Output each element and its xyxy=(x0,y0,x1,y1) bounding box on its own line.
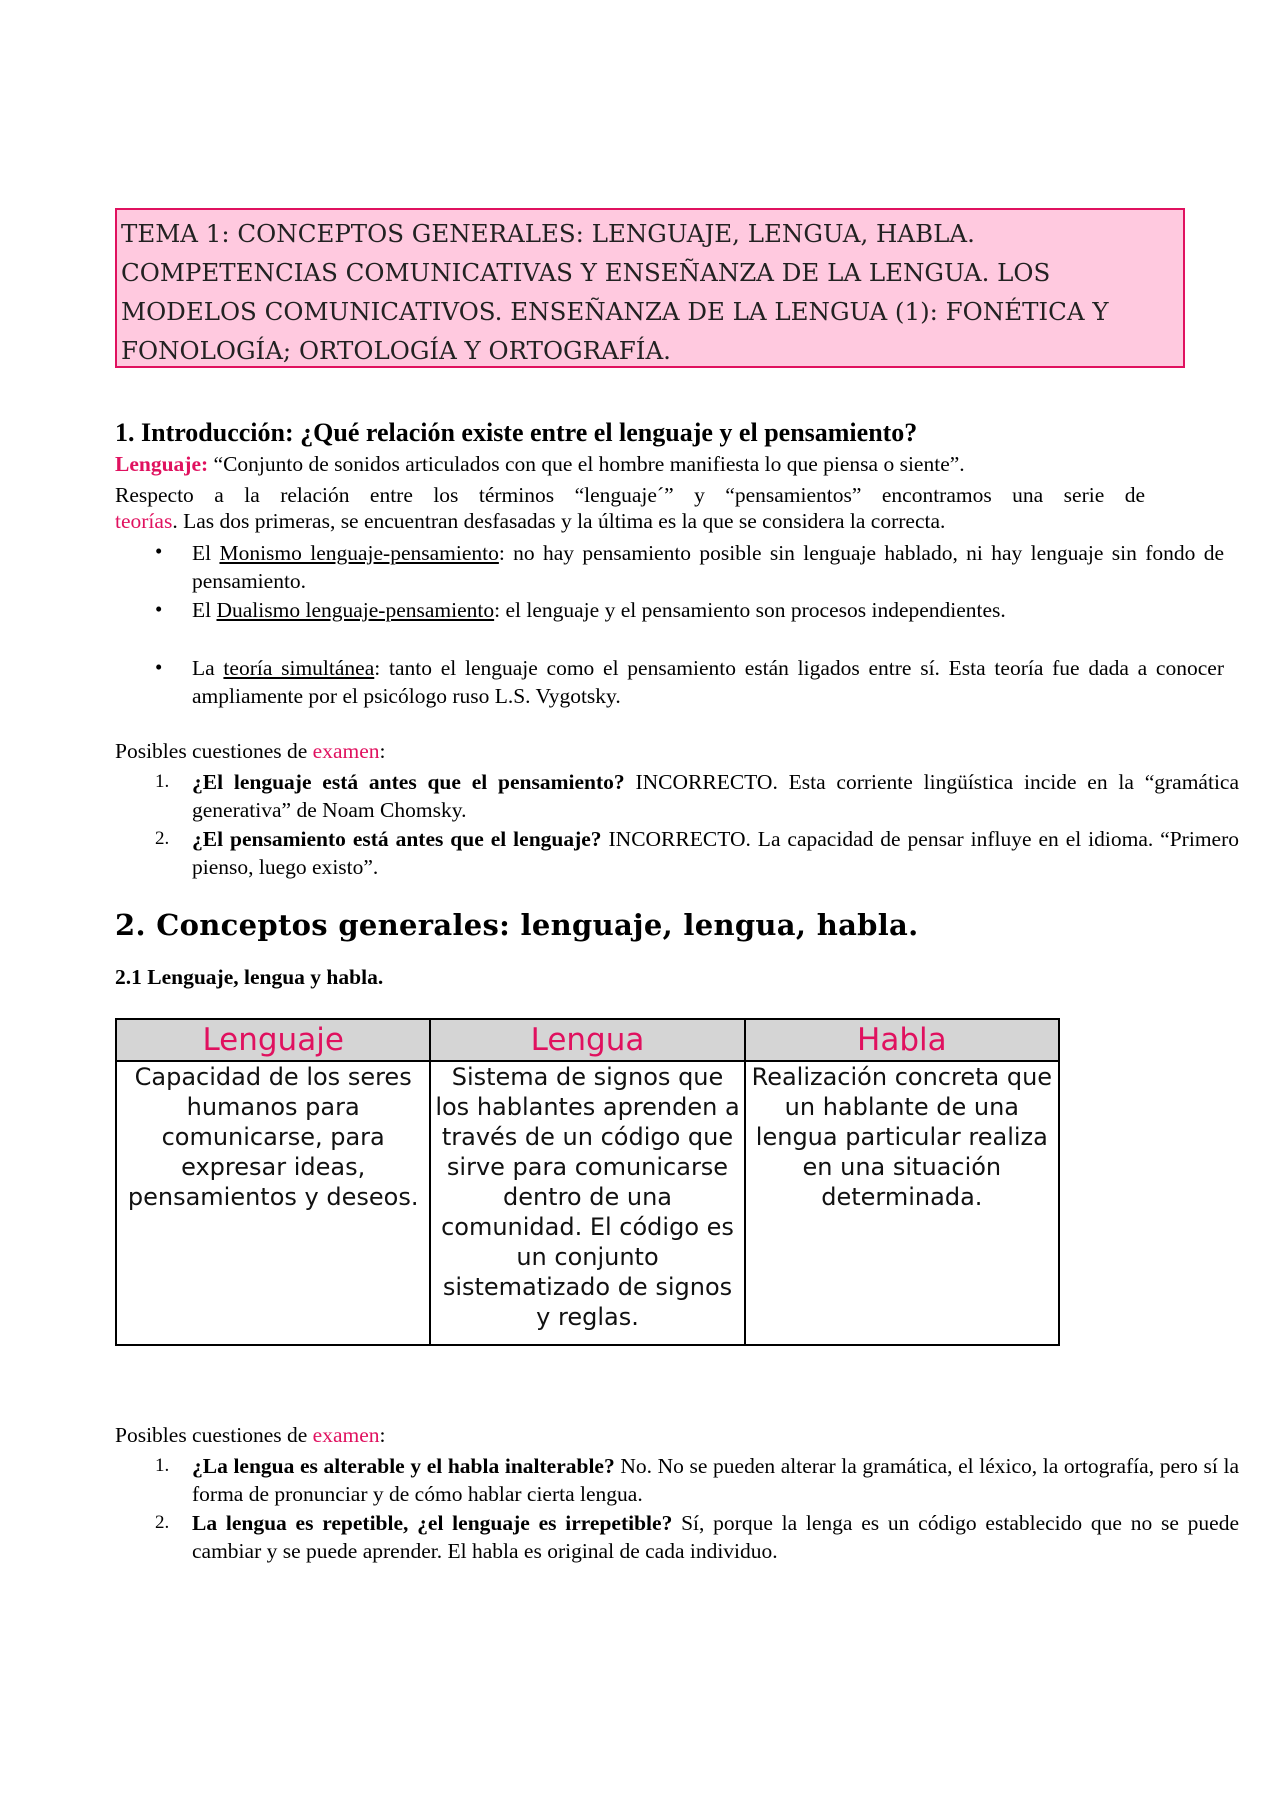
theory-text: : no hay pensamiento posible sin lenguaje hablado, ni hay lenguaje sin fondo de pensamiento. xyxy=(192,541,1224,593)
question-text: ¿El pensamiento está antes que el lenguaje? xyxy=(192,827,602,851)
exam-question-3 xyxy=(192,1452,1239,1508)
definition-text: “Conjunto de sonidos articulados con que el hombre manifiesta lo que piensa o siente”. xyxy=(208,452,965,476)
exam-questions-label xyxy=(115,739,1145,764)
exam-word: examen xyxy=(312,739,380,763)
cell-lengua: Sistema de signos que los hablantes aprenden a través de un código que sirve para comunicarse dentro de una comunidad. El código es un conjunto sistematizado de signos y reglas. xyxy=(430,1061,744,1345)
theory-item-simultanea xyxy=(192,654,1224,710)
theory-text: : el lenguaje y el pensamiento son procesos independientes. xyxy=(494,598,1006,622)
theories-rest: . Las dos primeras, se encuentran desfasadas y la última es la que se considera la correcta. xyxy=(172,509,946,533)
question-number: 2. xyxy=(155,1512,170,1533)
theories-word: teorías xyxy=(115,509,173,533)
theory-name: Dualismo lenguaje-pensamiento xyxy=(216,598,495,622)
cell-lenguaje: Capacidad de los seres humanos para comunicarse, para expresar ideas, pensamientos y deseos. xyxy=(116,1061,430,1345)
answer-text: INCORRECTO. La capacidad de pensar influye en el idioma. “Primero pienso, luego existo”. xyxy=(192,827,1239,879)
exam-question-2 xyxy=(192,825,1239,881)
questions-label: Posibles cuestiones de xyxy=(115,1423,313,1447)
question-text: La lengua es repetible, ¿el lenguaje es irrepetible? xyxy=(192,1511,673,1535)
theory-name: Monismo lenguaje-pensamiento xyxy=(219,541,499,565)
header-lenguaje: Lenguaje xyxy=(116,1019,430,1061)
exam-question-4 xyxy=(192,1509,1239,1565)
theory-item-monismo xyxy=(192,539,1224,595)
bullet-icon: • xyxy=(155,539,163,563)
bullet-icon: • xyxy=(155,597,163,621)
answer-text: No. No se pueden alterar la gramática, el léxico, la ortografía, pero sí la forma de pronunciar y de cómo hablar cierta lengua. xyxy=(192,1454,1239,1506)
question-number: 1. xyxy=(155,1455,170,1476)
theory-prefix: El xyxy=(192,598,217,622)
cell-habla: Realización concreta que un hablante de una lengua particular realiza en una situación determinada. xyxy=(745,1061,1059,1345)
table-row xyxy=(116,1061,1059,1345)
relation-text: Respecto a la relación entre los términos “lenguaje´” y “pensamientos” encontramos una serie de xyxy=(115,483,1145,507)
relation-paragraph xyxy=(115,481,1145,509)
questions-label: Posibles cuestiones de xyxy=(115,739,313,763)
question-number: 1. xyxy=(155,771,170,792)
questions-colon: : xyxy=(379,739,386,763)
bullet-icon: • xyxy=(155,655,163,679)
questions-colon: : xyxy=(379,1423,386,1447)
theory-name: teoría simultánea xyxy=(223,656,375,680)
concepts-table xyxy=(115,1018,1060,1346)
theory-prefix: La xyxy=(192,656,224,680)
language-definition xyxy=(115,452,1145,477)
theory-text: : tanto el lenguaje como el pensamiento están ligados entre sí. Esta teoría fue dada a conocer ampliamente por el psicólogo ruso L.S. Vygotsky. xyxy=(192,656,1224,708)
exam-question-1 xyxy=(192,768,1239,824)
topic-title: TEMA 1: CONCEPTOS GENERALES: LENGUAJE, LENGUA, HABLA. COMPETENCIAS COMUNICATIVAS Y ENSEÑANZA DE LA LENGUA. LOS MODELOS COMUNICATIVOS. ENSEÑANZA DE LA LENGUA (1): FONÉTICA Y FONOLOGÍA; ORTOLOGÍA Y ORTOGRAFÍA. xyxy=(115,208,1185,368)
relation-paragraph-end xyxy=(115,509,1145,534)
definition-label: Lenguaje: xyxy=(115,452,209,476)
answer-text: INCORRECTO. Esta corriente lingüística incide en la “gramática generativa” de Noam Chomsky. xyxy=(192,770,1240,822)
table-header-row xyxy=(116,1019,1059,1061)
section-2-heading: 2. Conceptos generales: lenguaje, lengua, habla. xyxy=(115,908,919,942)
question-text: ¿El lenguaje está antes que el pensamiento? xyxy=(192,770,625,794)
header-habla: Habla xyxy=(745,1019,1059,1061)
section-1-heading: 1. Introducción: ¿Qué relación existe entre el lenguaje y el pensamiento? xyxy=(115,418,918,447)
question-text: ¿La lengua es alterable y el habla inalterable? xyxy=(192,1454,615,1478)
answer-text: Sí, porque la lenga es un código establecido que no se puede cambiar y se puede aprender. El habla es original de cada individuo. xyxy=(192,1511,1239,1563)
question-number: 2. xyxy=(155,828,170,849)
subsection-heading: 2.1 Lenguaje, lengua y habla. xyxy=(115,965,384,989)
theory-prefix: El xyxy=(192,541,220,565)
exam-questions-label-2 xyxy=(115,1423,1145,1448)
exam-word: examen xyxy=(312,1423,380,1447)
theory-item-dualismo xyxy=(192,596,1224,624)
header-lengua: Lengua xyxy=(430,1019,744,1061)
